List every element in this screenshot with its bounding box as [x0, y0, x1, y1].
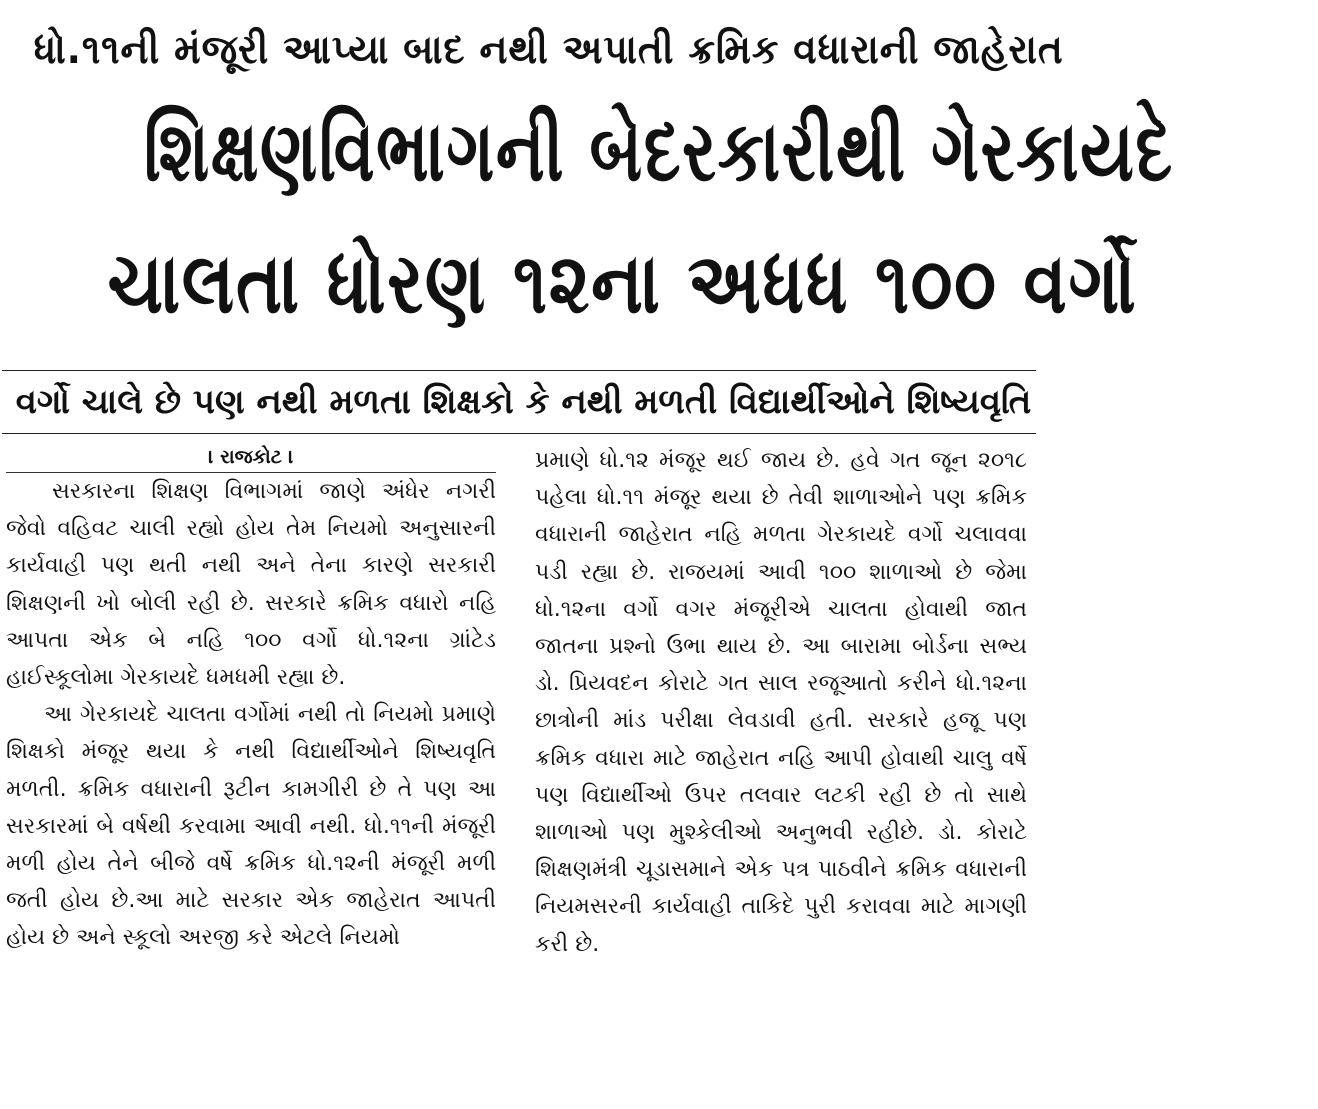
body-column-right — [535, 442, 1027, 963]
dateline-bar — [6, 442, 496, 473]
body-paragraph: આ ગેરકાયદે ચાલતા વર્ગોમાં નથી તો નિયમો પ્રમાણે શિક્ષકો મંજૂર થયા કે નથી વિદ્યાર્થીઓને શિષ્યવૃતિ મળતી. ક્રમિક વધારાની રૂટીન કામગીરી છે તે પણ આ સરકારમાં બે વર્ષથી કરવામા આવી નથી. ધો.૧૧ની મંજૂરી મળી હોય તેને બીજે વર્ષે ક્રમિક ધો.૧૨ની મંજૂરી મળી જતી હોય છે.આ માટે સરકાર એક જાહેરાત આપતી હોય છે અને સ્કૂલો અરજી કરે એટલે નિયમો — [6, 702, 496, 951]
subheadline-deck: વર્ગો ચાલે છે પણ નથી મળતા શિક્ષકો કે નથી મળતી વિદ્યાર્થીઓને શિષ્યવૃતિ — [15, 382, 1032, 422]
body-paragraph: પ્રમાણે ધો.૧૨ મંજૂર થઈ જાય છે. હવે ગત જૂન ૨૦૧૮ પહેલા ધો.૧૧ મંજૂર થયા છે તેવી શાળાઓને પણ ક્રમિક વધારાની જાહેરાત નહિ મળતા ગેરકાયદે વર્ગો ચલાવવા પડી રહ્યા છે. રાજયમાં આવી ૧૦૦ શાળાઓ છે જેમા ધો.૧૨ના વર્ગો વગર મંજૂરીએ ચાલતા હોવાથી જાત જાતના પ્રશ્નો ઉભા થાય છે. આ બારામા બોર્ડના સભ્ય ડો. પ્રિયવદન કોરાટે ગત સાલ રજૂઆતો કરીને ધો.૧૨ના છાત્રોની માંડ પરીક્ષા લેવડાવી હતી. સરકારે હજૂ પણ ક્રમિક વધારા માટે જાહેરાત નહિ આપી હોવાથી ચાલુ વર્ષે પણ વિદ્યાર્થીઓ ઉપર તલવાર લટકી રહી છે તો સાથે શાળાઓ પણ મુશ્કેલીઓ અનુભવી રહીછે. ડો. કોરાટે શિક્ષણમંત્રી ચૂડાસમાને એક પત્ર પાઠવીને ક્રમિક વધારાની નિયમસરની કાર્યવાહી તાકિદે પુરી કરાવવા માટે માગણી કરી છે. — [535, 448, 1027, 957]
main-headline-line-1: શિક્ષણવિભાગની બેદરકારીથી ગેરકાયદે — [143, 102, 1174, 200]
deck-top-rule — [2, 370, 1036, 371]
body-column-left — [6, 442, 496, 957]
dateline: । રાજકોટ । — [208, 446, 294, 468]
deck-bottom-rule — [2, 433, 1036, 434]
body-paragraph: સરકારના શિક્ષણ વિભાગમાં જાણે અંધેર નગરી જેવો વહિવટ ચાલી રહ્યો હોય તેમ નિયમો અનુસારની કાર્યવાહી પણ થતી નથી અને તેના કારણે સરકારી શિક્ષણની ખો બોલી રહી છે. સરકારે ક્રમિક વધારો નહિ આપતા એક બે નહિ ૧૦૦ વર્ગો ધો.૧૨ના ગ્રાંટેડ હાઈસ્કૂલોમા ગેરકાયદે ધમધમી રહ્યા છે. — [6, 479, 496, 691]
main-headline-line-2: ચાલતા ધોરણ ૧૨ના અધધ ૧૦૦ વર્ગો — [107, 234, 1138, 332]
kicker-headline: ધો.૧૧ની મંજૂરી આપ્યા બાદ નથી અપાતી ક્રમિક વધારાની જાહેરાત — [33, 27, 1064, 73]
